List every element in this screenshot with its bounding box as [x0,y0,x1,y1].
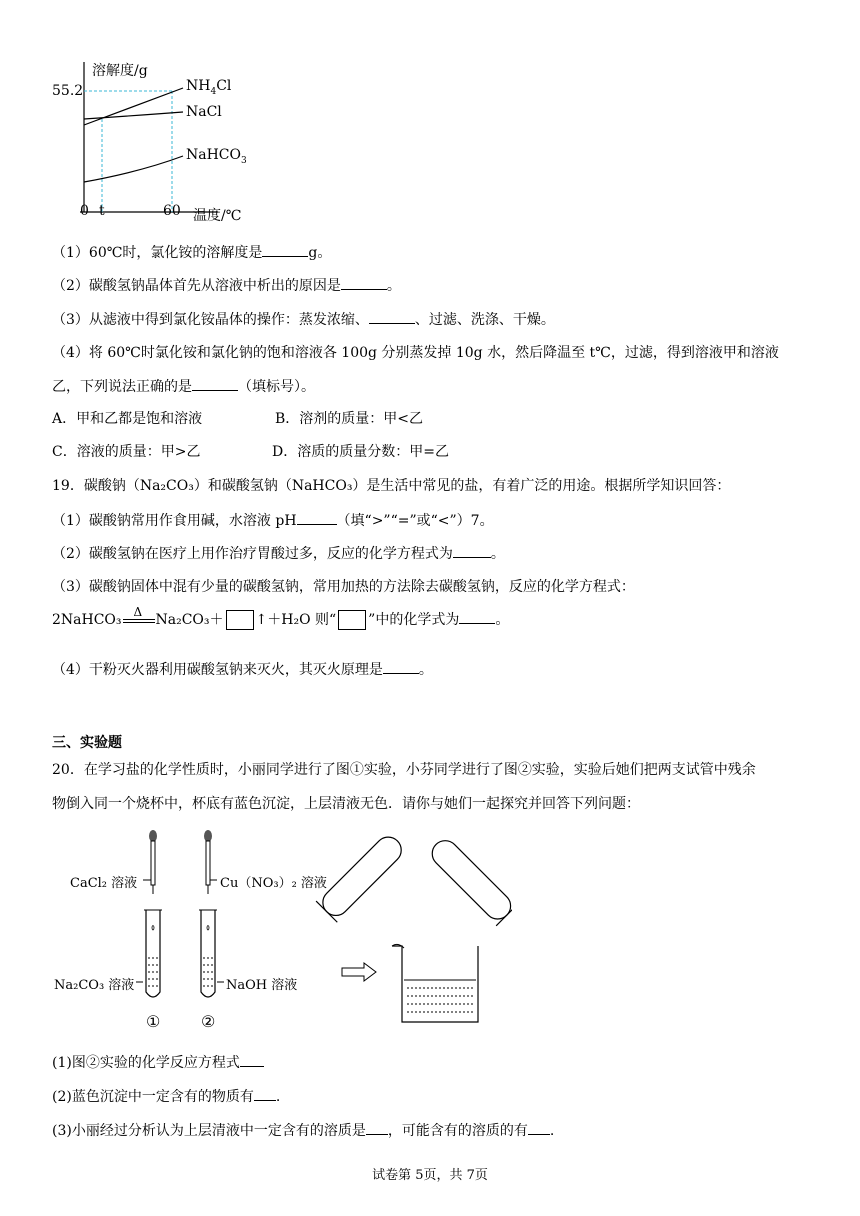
q18-option-d: D．溶质的质量分数：甲=乙 [272,444,449,460]
x-tick-t: t [99,203,105,219]
q19-part2: （2）碳酸氢钠在医疗上用作治疗胃酸过多，反应的化学方程式为 。 [52,543,505,564]
answer-box [226,610,254,630]
label-cuno3: Cu（NO₃）₂ 溶液 [220,876,327,891]
section-title: 三、实验题 [52,735,122,751]
q20-sub1: (1)图②实验的化学反应方程式 [52,1052,264,1073]
q19-equation: 2NaHCO₃ Δ Na₂CO₃＋ ↑＋H₂O 则“ ”中的化学式为 。 [52,608,509,632]
x-tick-0: 0 [80,203,89,219]
answer-box-ref [338,610,366,630]
label-tube-2: ② [201,1012,216,1031]
page-footer: 试卷第 5页，共 7页 [372,1168,488,1183]
curve-label-nahco3: NaHCO$_3$ [186,147,247,166]
heat-condition: Δ [133,605,143,619]
y-value-label: 55.2 [52,83,84,99]
q19-part3: （3）碳酸钠固体中混有少量的碳酸氢钠，常用加热的方法除去碳酸氢钠，反应的化学方程式： [52,579,635,595]
experiment-figure [52,822,512,1037]
curve-label-nh4cl: $NH_4Cl$ [186,78,232,97]
q18-part3: （3）从滤液中得到氯化铵晶体的操作：蒸发浓缩、 、过滤、洗涤、干燥。 [52,309,555,330]
curve-label-nacl: NaCl [186,104,222,120]
x-axis-label: 温度/℃ [193,208,242,224]
label-na2co3: Na₂CO₃ 溶液 [54,978,135,993]
q19-part4: （4）干粉灭火器利用碳酸氢钠来灭火，其灭火原理是 。 [52,659,433,680]
label-naoh: NaOH 溶液 [226,978,298,993]
q18-option-a: A．甲和乙都是饱和溶液 [52,411,203,427]
curve-nahco3 [84,156,183,182]
q19-part1: （1）碳酸钠常用作食用碱，水溶液 pH （填“>”“=”或“<”）7。 [52,510,494,531]
q18-part1: （1）60℃时，氯化铵的溶解度是 g。 [52,242,331,263]
q19-stem: 19．碳酸钠（Na₂CO₃）和碳酸氢钠（NaHCO₃）是生活中常见的盐，有着广泛的用途。根据所学知识回答： [52,478,731,494]
q18-option-c: C．溶液的质量：甲>乙 [52,444,201,460]
x-tick-60: 60 [163,203,181,219]
q18-part4b: 乙，下列说法正确的是 （填标号）。 [52,376,315,397]
q18-part2: （2）碳酸氢钠晶体首先从溶液中析出的原因是 。 [52,275,401,296]
q20-sub3: (3)小丽经过分析认为上层清液中一定含有的溶质是 ，可能含有的溶质的有 . [52,1120,554,1141]
y-axis-label: 溶解度/g [92,63,148,79]
label-cacl2: CaCl₂ 溶液 [70,876,138,891]
q20-sub2: (2)蓝色沉淀中一定含有的物质有 . [52,1086,280,1107]
q20-stem-line1: 20．在学习盐的化学性质时，小丽同学进行了图①实验，小芬同学进行了图②实验，实验后她们把两支试管中残余 [52,762,756,778]
q18-part4a: （4）将 60℃时氯化铵和氯化钠的饱和溶液各 100g 分别蒸发掉 10g 水，然后降温至 t℃，过滤，得到溶液甲和溶液 [52,345,779,361]
curve-nacl [84,112,183,119]
curve-nh4cl [84,88,183,125]
label-tube-1: ① [146,1012,161,1031]
q20-stem-line2: 物倒入同一个烧杯中，杯底有蓝色沉淀，上层清液无色．请你与她们一起探究并回答下列问题： [52,796,640,812]
q18-option-b: B．溶剂的质量：甲<乙 [275,411,424,427]
